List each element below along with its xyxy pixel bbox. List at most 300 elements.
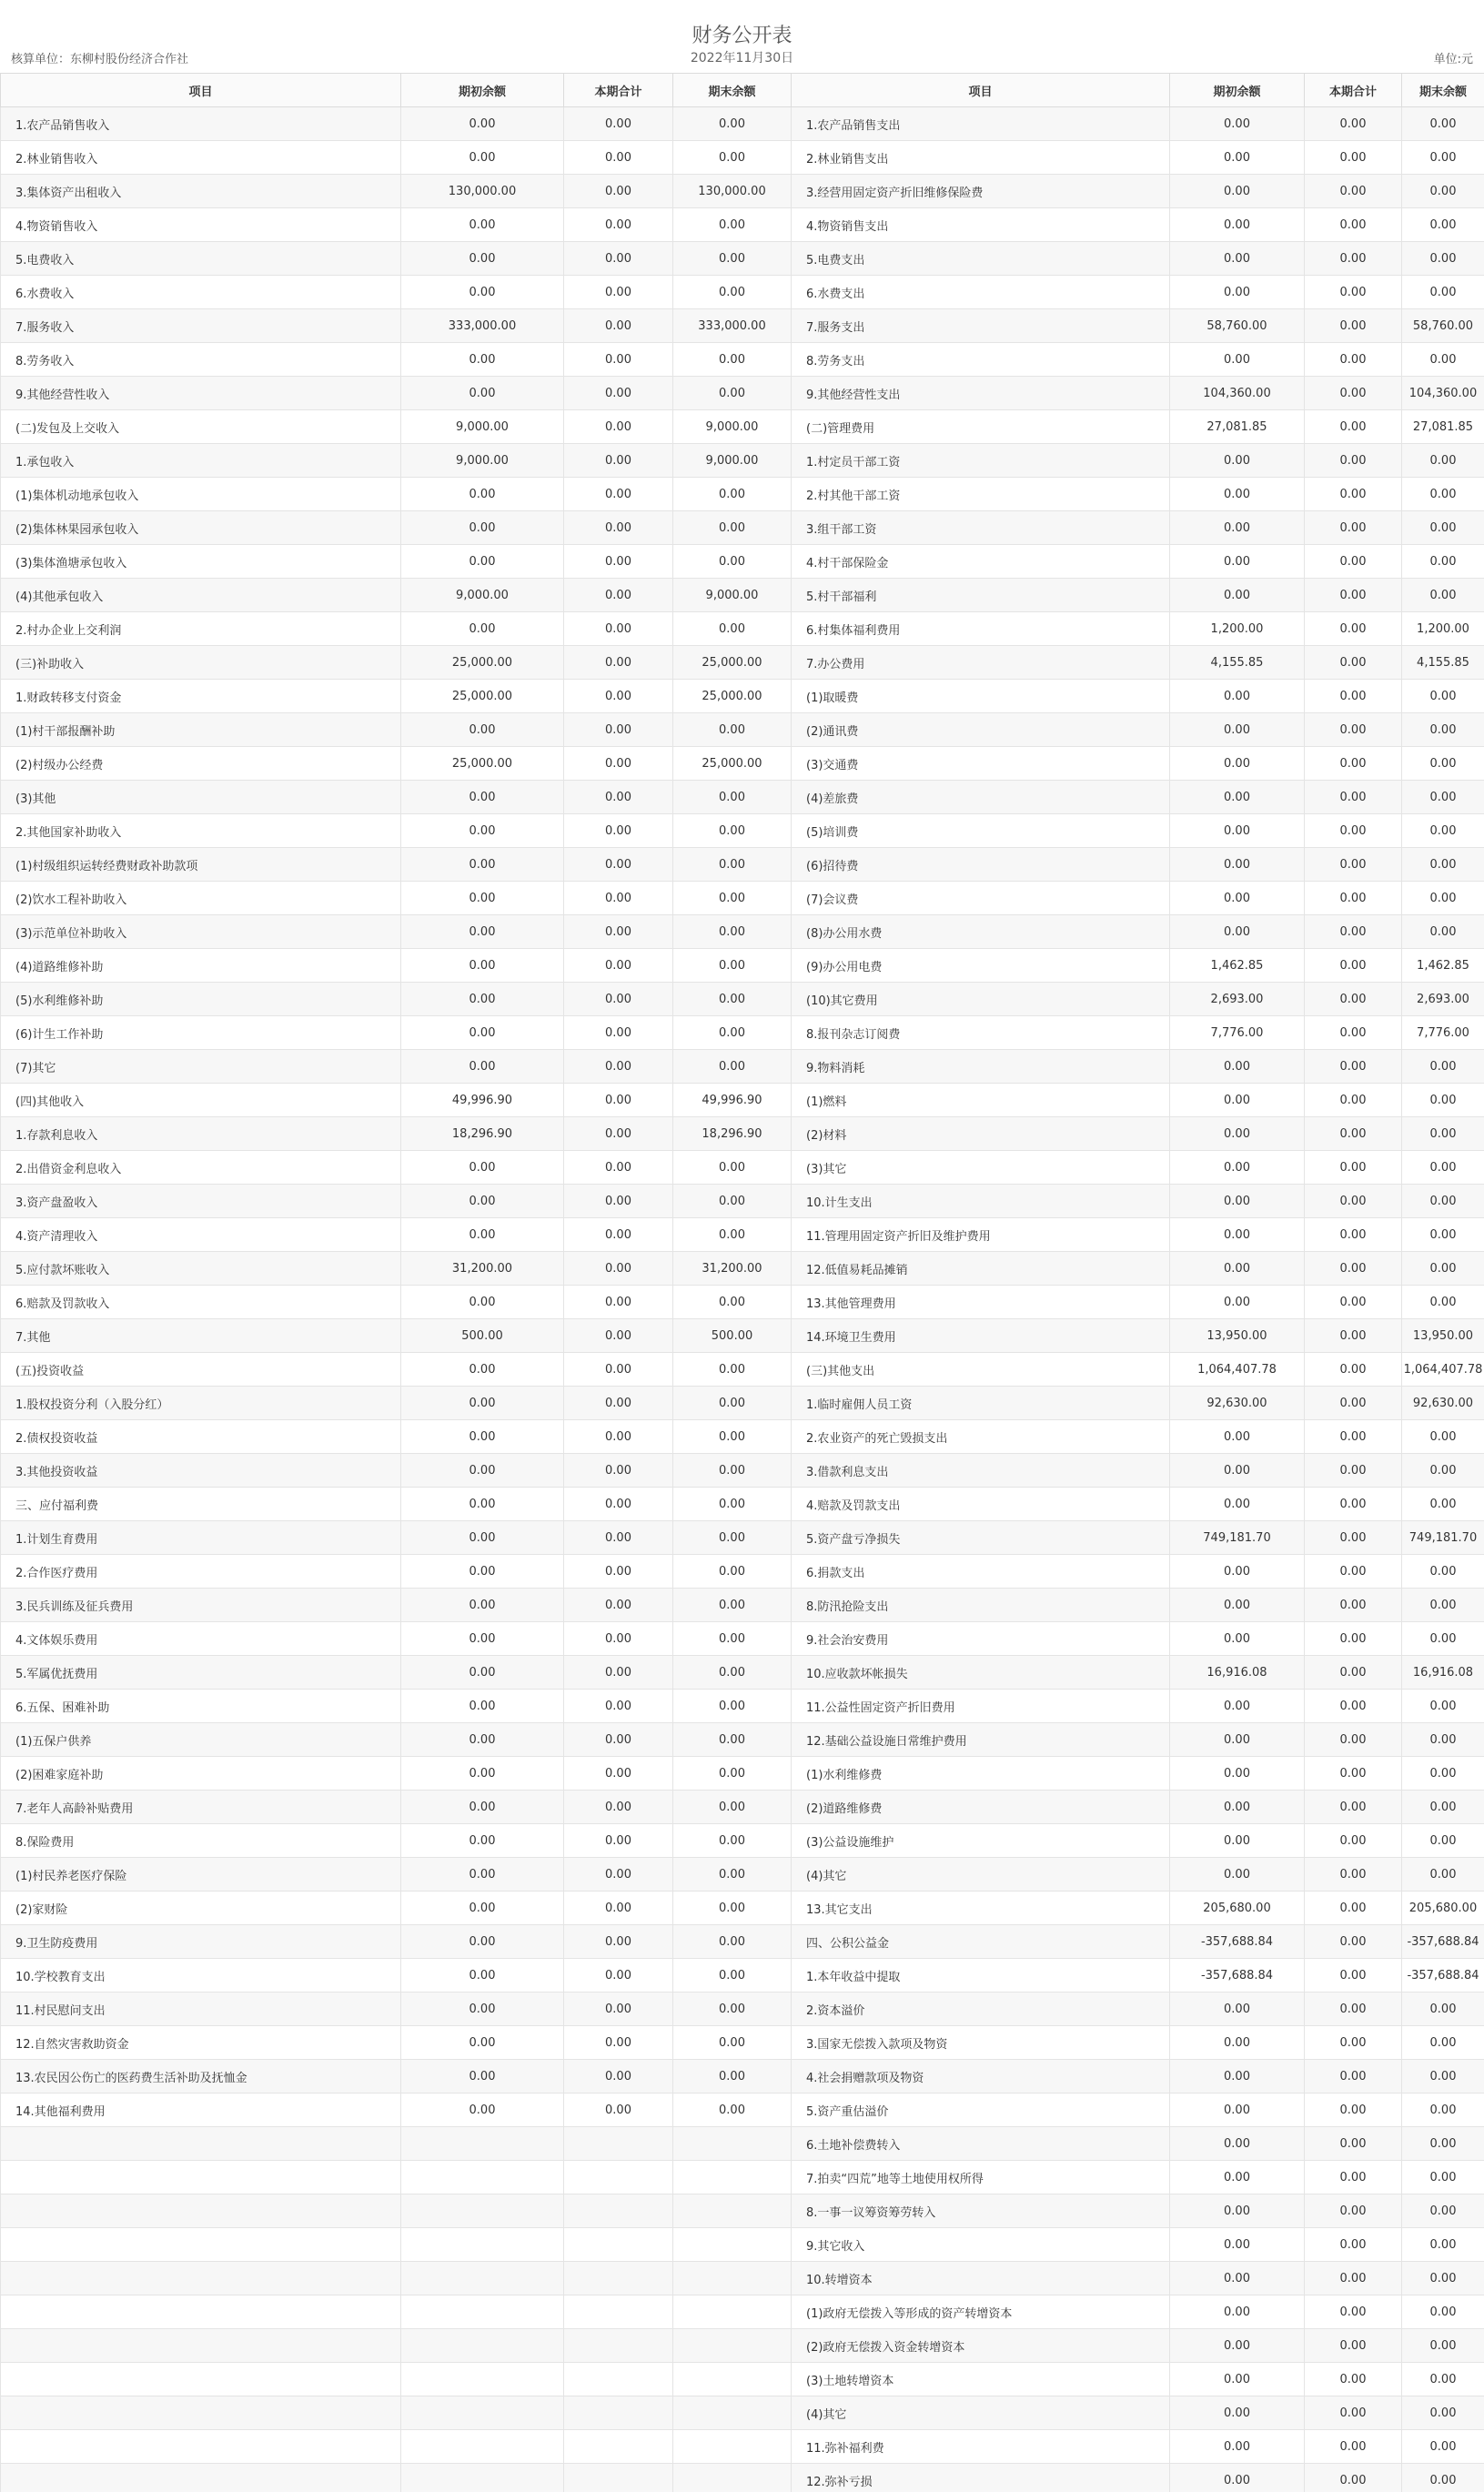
- table-row: [1, 949, 1484, 983]
- cell-period-left: 0.00: [564, 1050, 673, 1084]
- table-row: [1, 1218, 1484, 1252]
- cell-opening-right: 0.00: [1170, 2194, 1305, 2228]
- cell-closing-right: 749,181.70: [1402, 1521, 1484, 1555]
- cell-opening-left: 0.00: [401, 949, 564, 983]
- cell-period-right: 0.00: [1305, 2026, 1402, 2060]
- cell-item-right: (3)交通费: [792, 747, 1170, 781]
- cell-closing-left: 0.00: [673, 2093, 792, 2127]
- cell-closing-right: 0.00: [1402, 242, 1484, 276]
- cell-item-left: 12.自然灾害救助资金: [1, 2026, 401, 2060]
- cell-item-left: (4)道路维修补助: [1, 949, 401, 983]
- cell-closing-right: 2,693.00: [1402, 983, 1484, 1016]
- cell-closing-right: 13,950.00: [1402, 1319, 1484, 1353]
- cell-item-right: 7.办公费用: [792, 646, 1170, 680]
- cell-period-left: 0.00: [564, 848, 673, 882]
- cell-opening-left: 0.00: [401, 2093, 564, 2127]
- cell-opening-left: 0.00: [401, 1858, 564, 1892]
- cell-item-left: (3)集体渔塘承包收入: [1, 545, 401, 579]
- cell-period-right: 0.00: [1305, 1420, 1402, 1454]
- cell-opening-left: [401, 2396, 564, 2430]
- cell-closing-left: 9,000.00: [673, 410, 792, 444]
- cell-period-left: [564, 2464, 673, 2492]
- cell-period-right: 0.00: [1305, 1791, 1402, 1824]
- cell-period-right: 0.00: [1305, 1151, 1402, 1185]
- cell-item-left: 2.出借资金利息收入: [1, 1151, 401, 1185]
- cell-item-right: 3.组干部工资: [792, 511, 1170, 545]
- cell-period-right: 0.00: [1305, 276, 1402, 309]
- cell-closing-left: 49,996.90: [673, 1084, 792, 1117]
- table-row: [1, 1488, 1484, 1521]
- cell-opening-right: 0.00: [1170, 1993, 1305, 2026]
- table-scroll-area[interactable]: [0, 73, 1484, 2492]
- cell-closing-left: 0.00: [673, 511, 792, 545]
- cell-closing-left: 0.00: [673, 713, 792, 747]
- table-row: [1, 579, 1484, 612]
- cell-item-right: 6.捐款支出: [792, 1555, 1170, 1589]
- cell-period-right: 0.00: [1305, 2060, 1402, 2093]
- cell-closing-right: -357,688.84: [1402, 1959, 1484, 1993]
- cell-closing-right: 0.00: [1402, 2262, 1484, 2295]
- currency-unit: 单位:元: [1433, 53, 1473, 66]
- cell-item-right: 9.社会治安费用: [792, 1622, 1170, 1656]
- table-row: [1, 915, 1484, 949]
- col-header-opening-right: 期初余额: [1170, 74, 1305, 107]
- cell-closing-left: 0.00: [673, 107, 792, 141]
- cell-period-left: [564, 2329, 673, 2363]
- cell-opening-right: 1,462.85: [1170, 949, 1305, 983]
- col-header-closing-right: 期末余额: [1402, 74, 1484, 107]
- cell-item-right: (2)政府无偿拨入资金转增资本: [792, 2329, 1170, 2363]
- cell-opening-left: 0.00: [401, 814, 564, 848]
- cell-opening-right: 0.00: [1170, 1117, 1305, 1151]
- cell-closing-right: 0.00: [1402, 1555, 1484, 1589]
- cell-period-right: 0.00: [1305, 410, 1402, 444]
- cell-item-left: 7.其他: [1, 1319, 401, 1353]
- cell-period-right: 0.00: [1305, 1993, 1402, 2026]
- cell-item-right: 12.弥补亏损: [792, 2464, 1170, 2492]
- table-row: [1, 814, 1484, 848]
- table-row: [1, 848, 1484, 882]
- cell-period-right: 0.00: [1305, 1555, 1402, 1589]
- cell-period-right: 0.00: [1305, 1925, 1402, 1959]
- cell-opening-left: 0.00: [401, 208, 564, 242]
- table-row: [1, 1892, 1484, 1925]
- cell-period-left: 0.00: [564, 949, 673, 983]
- cell-item-left: (2)村级办公经费: [1, 747, 401, 781]
- cell-period-left: 0.00: [564, 175, 673, 208]
- cell-item-left: (1)五保户供养: [1, 1723, 401, 1757]
- table-row: [1, 1117, 1484, 1151]
- cell-opening-left: [401, 2194, 564, 2228]
- cell-closing-right: 0.00: [1402, 2363, 1484, 2396]
- cell-opening-left: [401, 2127, 564, 2161]
- cell-item-left: 5.电费收入: [1, 242, 401, 276]
- cell-item-right: 14.环境卫生费用: [792, 1319, 1170, 1353]
- table-row: [1, 1353, 1484, 1387]
- cell-period-left: 0.00: [564, 1589, 673, 1622]
- table-row: [1, 1656, 1484, 1690]
- table-row: [1, 2127, 1484, 2161]
- cell-period-left: 0.00: [564, 208, 673, 242]
- cell-item-right: 7.服务支出: [792, 309, 1170, 343]
- cell-item-left: (1)村级组织运转经费财政补助款项: [1, 848, 401, 882]
- cell-period-right: 0.00: [1305, 2430, 1402, 2464]
- cell-opening-right: 0.00: [1170, 444, 1305, 478]
- cell-item-left: 2.债权投资收益: [1, 1420, 401, 1454]
- table-row: [1, 2329, 1484, 2363]
- cell-period-left: 0.00: [564, 1387, 673, 1420]
- col-header-item-left: 项目: [1, 74, 401, 107]
- cell-item-right: 12.基础公益设施日常维护费用: [792, 1723, 1170, 1757]
- cell-opening-right: 0.00: [1170, 579, 1305, 612]
- cell-period-right: 0.00: [1305, 1488, 1402, 1521]
- cell-closing-right: 27,081.85: [1402, 410, 1484, 444]
- cell-period-left: 0.00: [564, 882, 673, 915]
- cell-opening-left: 0.00: [401, 1555, 564, 1589]
- cell-period-left: 0.00: [564, 713, 673, 747]
- cell-closing-right: 0.00: [1402, 208, 1484, 242]
- cell-closing-left: 0.00: [673, 1925, 792, 1959]
- cell-item-right: (三)其他支出: [792, 1353, 1170, 1387]
- cell-period-right: 0.00: [1305, 1252, 1402, 1286]
- table-row: [1, 1858, 1484, 1892]
- cell-item-left: 7.老年人高龄补贴费用: [1, 1791, 401, 1824]
- cell-period-left: 0.00: [564, 1353, 673, 1387]
- table-row: [1, 242, 1484, 276]
- cell-opening-left: 0.00: [401, 1690, 564, 1723]
- cell-opening-right: 0.00: [1170, 747, 1305, 781]
- cell-opening-left: 0.00: [401, 107, 564, 141]
- table-row: [1, 1690, 1484, 1723]
- cell-period-left: [564, 2194, 673, 2228]
- table-row: [1, 1151, 1484, 1185]
- cell-item-left: [1, 2194, 401, 2228]
- cell-opening-right: 0.00: [1170, 2026, 1305, 2060]
- cell-period-left: 0.00: [564, 781, 673, 814]
- cell-period-right: 0.00: [1305, 1286, 1402, 1319]
- cell-period-left: 0.00: [564, 1622, 673, 1656]
- cell-closing-left: 0.00: [673, 1757, 792, 1791]
- cell-item-right: 3.借款利息支出: [792, 1454, 1170, 1488]
- cell-period-left: [564, 2430, 673, 2464]
- cell-opening-left: 0.00: [401, 242, 564, 276]
- cell-item-right: 9.物料消耗: [792, 1050, 1170, 1084]
- cell-period-right: 0.00: [1305, 2262, 1402, 2295]
- cell-item-right: 2.农业资产的死亡毁损支出: [792, 1420, 1170, 1454]
- cell-opening-left: 0.00: [401, 1420, 564, 1454]
- cell-item-right: 1.本年收益中提取: [792, 1959, 1170, 1993]
- cell-opening-right: 0.00: [1170, 1723, 1305, 1757]
- cell-closing-left: [673, 2363, 792, 2396]
- cell-opening-left: 0.00: [401, 1993, 564, 2026]
- cell-item-left: (1)村干部报酬补助: [1, 713, 401, 747]
- cell-item-left: (五)投资收益: [1, 1353, 401, 1387]
- cell-closing-left: 0.00: [673, 1723, 792, 1757]
- cell-item-right: 11.管理用固定资产折旧及维护费用: [792, 1218, 1170, 1252]
- table-row: [1, 545, 1484, 579]
- table-row: [1, 1016, 1484, 1050]
- cell-period-right: 0.00: [1305, 2295, 1402, 2329]
- cell-item-right: 6.土地补偿费转入: [792, 2127, 1170, 2161]
- cell-period-right: 0.00: [1305, 2194, 1402, 2228]
- cell-period-left: 0.00: [564, 646, 673, 680]
- cell-period-right: 0.00: [1305, 208, 1402, 242]
- cell-opening-left: 9,000.00: [401, 410, 564, 444]
- cell-opening-left: [401, 2161, 564, 2194]
- table-header-row: [1, 74, 1484, 107]
- cell-item-left: (3)其他: [1, 781, 401, 814]
- cell-closing-right: 0.00: [1402, 2396, 1484, 2430]
- cell-period-left: [564, 2161, 673, 2194]
- cell-opening-right: 0.00: [1170, 242, 1305, 276]
- cell-item-left: 6.赔款及罚款收入: [1, 1286, 401, 1319]
- cell-period-right: 0.00: [1305, 1723, 1402, 1757]
- cell-item-left: 2.村办企业上交利润: [1, 612, 401, 646]
- table-row: [1, 2026, 1484, 2060]
- cell-item-left: 7.服务收入: [1, 309, 401, 343]
- table-body: [1, 107, 1484, 2492]
- cell-opening-right: 4,155.85: [1170, 646, 1305, 680]
- cell-closing-right: 0.00: [1402, 107, 1484, 141]
- cell-closing-right: 0.00: [1402, 1589, 1484, 1622]
- cell-closing-left: 0.00: [673, 1387, 792, 1420]
- cell-closing-right: 0.00: [1402, 2161, 1484, 2194]
- cell-period-left: 0.00: [564, 377, 673, 410]
- table-row: [1, 1757, 1484, 1791]
- cell-closing-left: 0.00: [673, 781, 792, 814]
- table-row: [1, 1959, 1484, 1993]
- cell-period-right: 0.00: [1305, 444, 1402, 478]
- cell-closing-left: 0.00: [673, 1824, 792, 1858]
- cell-period-left: 0.00: [564, 1993, 673, 2026]
- cell-opening-left: 0.00: [401, 915, 564, 949]
- table-row: [1, 1824, 1484, 1858]
- cell-closing-left: 0.00: [673, 1656, 792, 1690]
- cell-period-right: 0.00: [1305, 848, 1402, 882]
- cell-closing-left: [673, 2396, 792, 2430]
- cell-item-right: (3)其它: [792, 1151, 1170, 1185]
- cell-item-right: 1.临时雇佣人员工资: [792, 1387, 1170, 1420]
- cell-period-left: [564, 2396, 673, 2430]
- cell-closing-left: 9,000.00: [673, 444, 792, 478]
- cell-opening-right: 0.00: [1170, 1757, 1305, 1791]
- table-row: [1, 747, 1484, 781]
- cell-closing-left: 0.00: [673, 1690, 792, 1723]
- cell-period-left: 0.00: [564, 107, 673, 141]
- table-row: [1, 1454, 1484, 1488]
- cell-opening-left: 0.00: [401, 377, 564, 410]
- cell-period-left: 0.00: [564, 1521, 673, 1555]
- cell-item-right: (7)会议费: [792, 882, 1170, 915]
- cell-opening-left: 0.00: [401, 713, 564, 747]
- table-row: [1, 680, 1484, 713]
- cell-period-left: 0.00: [564, 276, 673, 309]
- cell-closing-right: 0.00: [1402, 1454, 1484, 1488]
- cell-item-right: 3.国家无偿拨入款项及物资: [792, 2026, 1170, 2060]
- cell-opening-left: 0.00: [401, 545, 564, 579]
- cell-opening-right: 0.00: [1170, 2228, 1305, 2262]
- cell-item-right: (2)通讯费: [792, 713, 1170, 747]
- cell-period-left: [564, 2363, 673, 2396]
- cell-opening-right: 0.00: [1170, 141, 1305, 175]
- table-row: [1, 1589, 1484, 1622]
- cell-period-left: 0.00: [564, 242, 673, 276]
- cell-period-right: 0.00: [1305, 1353, 1402, 1387]
- finance-table: [0, 73, 1484, 2492]
- cell-closing-left: [673, 2262, 792, 2295]
- cell-period-left: 0.00: [564, 1016, 673, 1050]
- cell-item-left: 2.林业销售收入: [1, 141, 401, 175]
- cell-closing-right: 0.00: [1402, 2430, 1484, 2464]
- cell-period-right: 0.00: [1305, 1757, 1402, 1791]
- cell-closing-right: 0.00: [1402, 814, 1484, 848]
- table-row: [1, 2060, 1484, 2093]
- cell-closing-left: 31,200.00: [673, 1252, 792, 1286]
- cell-opening-right: 0.00: [1170, 2093, 1305, 2127]
- cell-period-right: 0.00: [1305, 680, 1402, 713]
- cell-period-left: 0.00: [564, 814, 673, 848]
- cell-period-right: 0.00: [1305, 1858, 1402, 1892]
- cell-opening-left: 0.00: [401, 2060, 564, 2093]
- cell-period-left: 0.00: [564, 1084, 673, 1117]
- cell-closing-right: 0.00: [1402, 478, 1484, 511]
- cell-closing-right: 0.00: [1402, 2127, 1484, 2161]
- cell-item-left: (1)集体机动地承包收入: [1, 478, 401, 511]
- cell-closing-left: 0.00: [673, 545, 792, 579]
- cell-closing-right: 0.00: [1402, 1252, 1484, 1286]
- cell-closing-left: 333,000.00: [673, 309, 792, 343]
- cell-item-right: 7.拍卖“四荒”地等土地使用权所得: [792, 2161, 1170, 2194]
- table-row: [1, 2262, 1484, 2295]
- cell-period-left: 0.00: [564, 343, 673, 377]
- cell-period-right: 0.00: [1305, 713, 1402, 747]
- cell-closing-right: 0.00: [1402, 915, 1484, 949]
- cell-opening-left: 0.00: [401, 848, 564, 882]
- cell-closing-left: [673, 2228, 792, 2262]
- cell-period-right: 0.00: [1305, 814, 1402, 848]
- cell-period-right: 0.00: [1305, 949, 1402, 983]
- cell-item-left: (2)困难家庭补助: [1, 1757, 401, 1791]
- cell-closing-right: 0.00: [1402, 1117, 1484, 1151]
- cell-item-left: [1, 2396, 401, 2430]
- cell-opening-left: 0.00: [401, 511, 564, 545]
- cell-opening-left: 0.00: [401, 1286, 564, 1319]
- cell-closing-left: 0.00: [673, 612, 792, 646]
- cell-closing-left: 18,296.90: [673, 1117, 792, 1151]
- table-row: [1, 2396, 1484, 2430]
- cell-period-right: 0.00: [1305, 1084, 1402, 1117]
- cell-opening-left: 0.00: [401, 1016, 564, 1050]
- cell-item-right: (2)道路维修费: [792, 1791, 1170, 1824]
- cell-period-right: 0.00: [1305, 2127, 1402, 2161]
- cell-opening-left: 130,000.00: [401, 175, 564, 208]
- cell-opening-left: 0.00: [401, 1589, 564, 1622]
- cell-item-right: (4)其它: [792, 2396, 1170, 2430]
- cell-item-right: 1.农产品销售支出: [792, 107, 1170, 141]
- cell-item-left: (6)计生工作补助: [1, 1016, 401, 1050]
- table-row: [1, 2464, 1484, 2492]
- cell-period-right: 0.00: [1305, 915, 1402, 949]
- cell-period-right: 0.00: [1305, 343, 1402, 377]
- cell-opening-left: 0.00: [401, 141, 564, 175]
- table-row: [1, 444, 1484, 478]
- cell-opening-right: 0.00: [1170, 1084, 1305, 1117]
- cell-closing-left: 0.00: [673, 1353, 792, 1387]
- cell-item-right: 13.其它支出: [792, 1892, 1170, 1925]
- cell-closing-right: 0.00: [1402, 444, 1484, 478]
- cell-closing-left: [673, 2127, 792, 2161]
- cell-item-right: 5.电费支出: [792, 242, 1170, 276]
- cell-period-right: 0.00: [1305, 1690, 1402, 1723]
- cell-opening-left: [401, 2363, 564, 2396]
- cell-period-left: [564, 2127, 673, 2161]
- cell-period-left: 0.00: [564, 579, 673, 612]
- table-row: [1, 1993, 1484, 2026]
- cell-opening-right: 0.00: [1170, 1690, 1305, 1723]
- cell-closing-right: 0.00: [1402, 1791, 1484, 1824]
- cell-period-right: 0.00: [1305, 2161, 1402, 2194]
- cell-opening-right: 0.00: [1170, 915, 1305, 949]
- cell-item-right: (1)燃料: [792, 1084, 1170, 1117]
- cell-opening-left: 0.00: [401, 1656, 564, 1690]
- cell-closing-left: [673, 2194, 792, 2228]
- cell-opening-right: 0.00: [1170, 1791, 1305, 1824]
- table-row: [1, 1185, 1484, 1218]
- cell-closing-right: 0.00: [1402, 2194, 1484, 2228]
- cell-closing-left: 0.00: [673, 814, 792, 848]
- cell-closing-right: 1,064,407.78: [1402, 1353, 1484, 1387]
- cell-period-left: 0.00: [564, 410, 673, 444]
- cell-period-left: 0.00: [564, 983, 673, 1016]
- cell-item-left: 14.其他福利费用: [1, 2093, 401, 2127]
- cell-period-right: 0.00: [1305, 107, 1402, 141]
- cell-item-right: (4)其它: [792, 1858, 1170, 1892]
- cell-opening-right: 0.00: [1170, 1151, 1305, 1185]
- table-row: [1, 983, 1484, 1016]
- cell-period-left: 0.00: [564, 1185, 673, 1218]
- cell-item-left: 2.合作医疗费用: [1, 1555, 401, 1589]
- cell-period-right: 0.00: [1305, 1824, 1402, 1858]
- cell-item-right: 6.村集体福利费用: [792, 612, 1170, 646]
- cell-closing-left: 0.00: [673, 2026, 792, 2060]
- cell-period-left: 0.00: [564, 2026, 673, 2060]
- cell-item-left: (2)集体林果园承包收入: [1, 511, 401, 545]
- cell-opening-right: 0.00: [1170, 2295, 1305, 2329]
- cell-period-right: 0.00: [1305, 1016, 1402, 1050]
- cell-period-right: 0.00: [1305, 2228, 1402, 2262]
- cell-item-left: [1, 2127, 401, 2161]
- col-header-period-left: 本期合计: [564, 74, 673, 107]
- cell-closing-left: 0.00: [673, 1622, 792, 1656]
- cell-opening-right: 0.00: [1170, 511, 1305, 545]
- cell-item-left: (7)其它: [1, 1050, 401, 1084]
- cell-item-right: 2.村其他干部工资: [792, 478, 1170, 511]
- cell-closing-right: 0.00: [1402, 1757, 1484, 1791]
- cell-opening-right: 0.00: [1170, 1286, 1305, 1319]
- cell-opening-left: 500.00: [401, 1319, 564, 1353]
- table-row: [1, 1622, 1484, 1656]
- cell-item-right: (1)取暖费: [792, 680, 1170, 713]
- cell-item-right: 2.林业销售支出: [792, 141, 1170, 175]
- cell-closing-right: 0.00: [1402, 747, 1484, 781]
- table-row: [1, 713, 1484, 747]
- cell-closing-left: [673, 2295, 792, 2329]
- cell-item-right: 4.社会捐赠款项及物资: [792, 2060, 1170, 2093]
- cell-closing-right: 0.00: [1402, 2026, 1484, 2060]
- cell-item-right: 4.物资销售支出: [792, 208, 1170, 242]
- cell-opening-left: 18,296.90: [401, 1117, 564, 1151]
- cell-closing-right: 0.00: [1402, 579, 1484, 612]
